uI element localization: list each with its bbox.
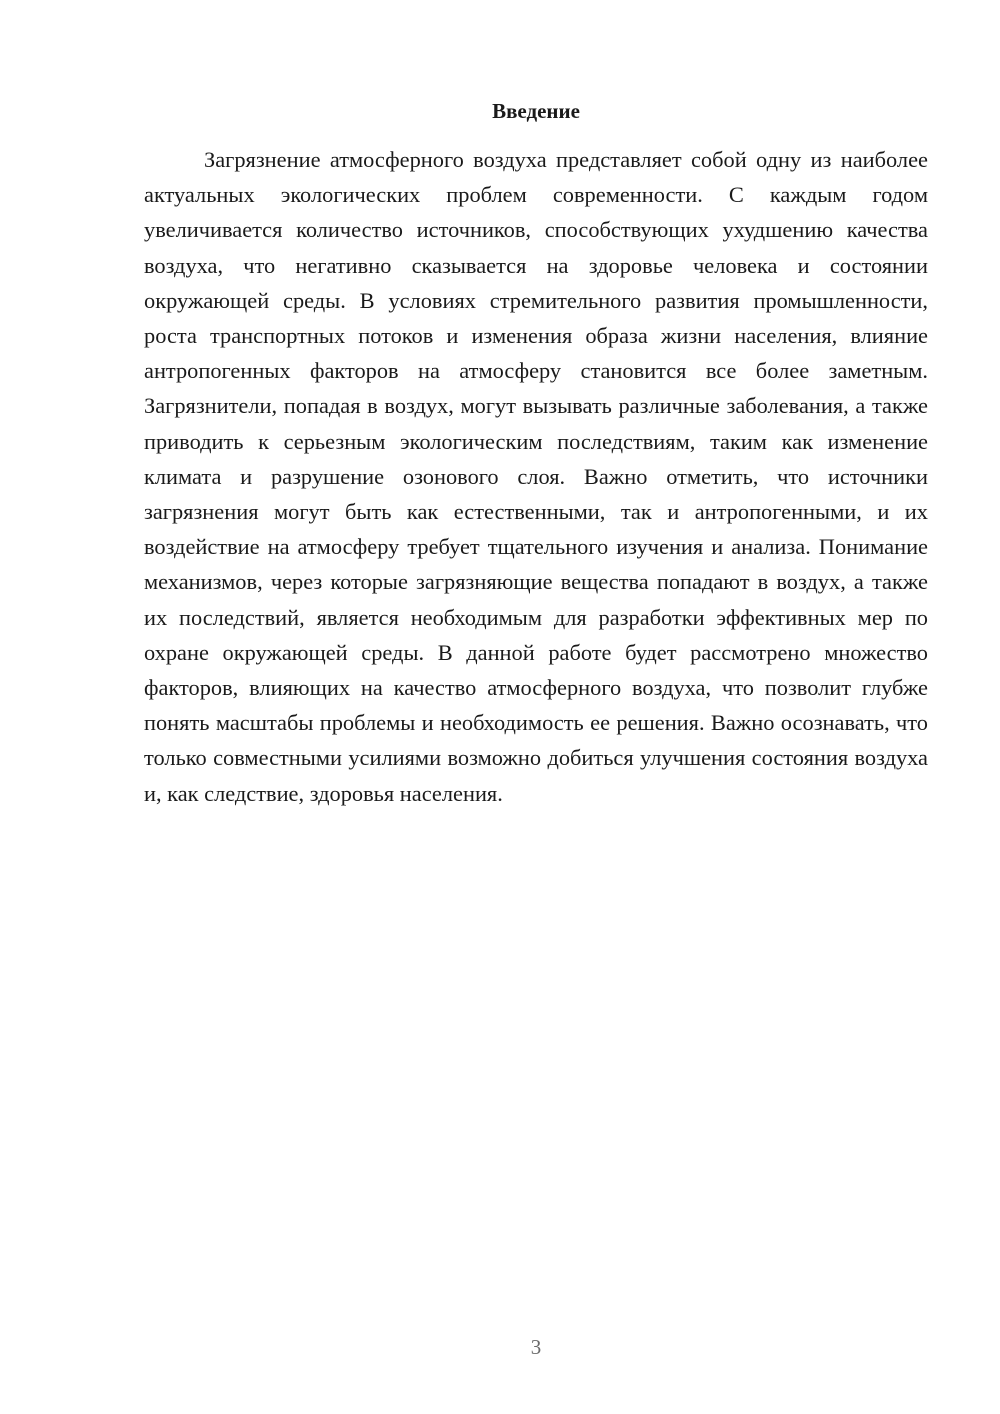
section-heading: Введение bbox=[492, 99, 580, 123]
page-number: 3 bbox=[530, 1335, 542, 1359]
body-paragraph: Загрязнение атмосферного воздуха представляет собой одну из наиболее актуальных экологических проблем современности. С каждым годом увеличивается количество источников, способствующих ухудшению качества воздуха, что негативно сказывается на здоровье человека и состоянии окружающей среды. В условиях стремительного развития промышленности, роста транспортных потоков и изменения образа жизни населения, влияние антропогенных факторов на атмосферу становится все более заметным. Загрязнители, попадая в воздух, могут вызывать различные заболевания, а также приводить к серьезным экологическим последствиям, таким как изменение климата и разрушение озонового слоя. Важно отметить, что источники загрязнения могут быть как естественными, так и антропогенными, и их воздействие на атмосферу требует тщательного изучения и анализа. Понимание механизмов, через которые загрязняющие вещества попадают в воздух, а также их последствий, является необходимым для разработки эффективных мер по охране окружающей среды. В данной работе будет рассмотрено множество факторов, влияющих на качество атмосферного воздуха, что позволит глубже понять масштабы проблемы и необходимость ее решения. Важно осознавать, что только совместными усилиями возможно добиться улучшения состояния воздуха и, как следствие, здоровья населения. bbox=[144, 147, 928, 806]
